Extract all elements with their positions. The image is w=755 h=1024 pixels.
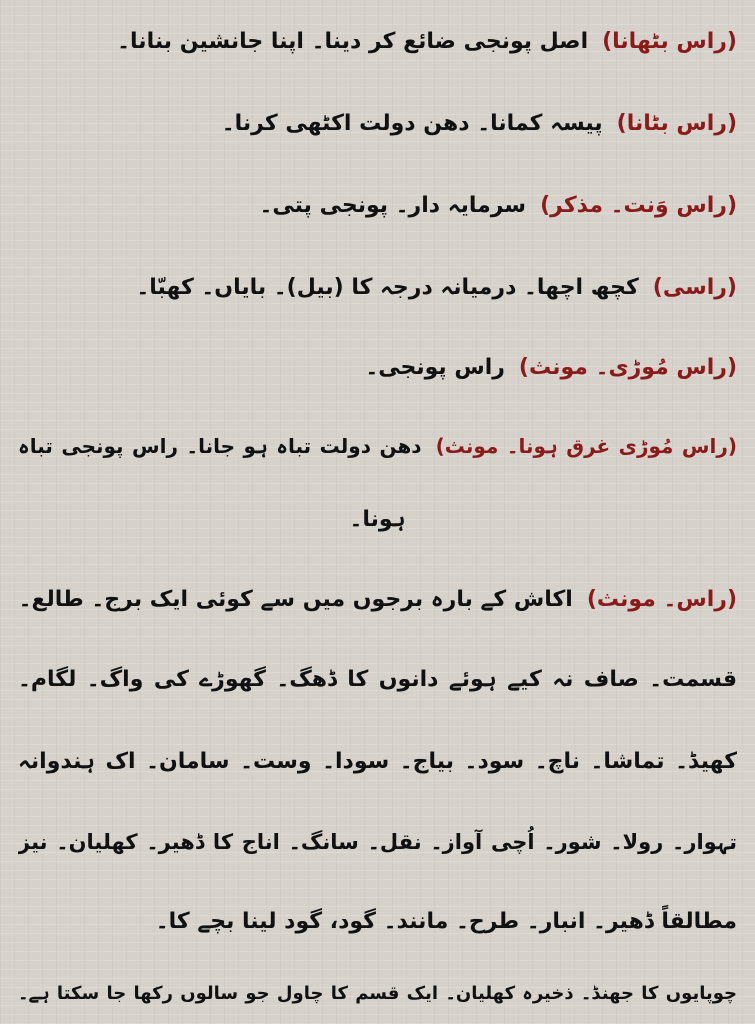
entry-headword: (راس مُوڑی۔ مونث) [518, 355, 737, 380]
entry-headword: (راس بٹھانا) [602, 29, 737, 54]
entry-continuation-line [18, 736, 737, 788]
entry-line [18, 342, 737, 394]
entry-line [18, 262, 737, 314]
entry-definition: اصل پونجی ضائع کر دینا۔ اپنا جانشین بنانا۔ [117, 29, 589, 54]
entry-continuation-line [18, 896, 737, 948]
entry-line [18, 16, 737, 68]
entry-definition: اکاش کے بارہ برجوں میں سے کوئی ایک برج۔ طالع۔ [18, 587, 573, 612]
entry-continuation-line [18, 968, 737, 1020]
entry-definition: کچھ اچھا۔ درمیانہ درجہ کا (بیل)۔ بایاں۔ کھبّا۔ [136, 275, 639, 300]
entry-definition: ہونا۔ [349, 507, 406, 532]
entry-definition: سرمایہ دار۔ پونجی پتی۔ [259, 193, 527, 218]
entry-definition: راس پونجی۔ [365, 355, 505, 380]
entry-definition: چوپایوں کا جھنڈ۔ ذخیرہ کھلیان۔ ایک قسم کا چاول جو سالوں رکھا جا سکتا ہے۔ [18, 983, 737, 1004]
entry-definition: قسمت۔ صاف نہ کیے ہوئے دانوں کا ڈھگ۔ گھوڑے کی واگ۔ لگام۔ [18, 667, 737, 692]
entry-definition: پیسہ کمانا۔ دھن دولت اکٹھی کرنا۔ [221, 111, 603, 136]
entry-headword: (راس۔ مونث) [586, 587, 737, 612]
entry-definition: مطالقاً ڈھیر۔ انبار۔ طرح۔ مانند۔ گود، گود لینا بچے کا۔ [155, 909, 737, 934]
entry-continuation-line [18, 816, 737, 868]
entry-headword: (راس بٹانا) [616, 111, 737, 136]
entry-definition: کھیڈ۔ تماشا۔ ناچ۔ سود۔ بیاج۔ سودا۔ وست۔ سامان۔ اک ہندوانہ [18, 749, 737, 774]
entry-headword: (راس مُوڑی غرق ہونا۔ مونث) [435, 434, 737, 458]
entry-headword: (راسی) [652, 275, 737, 300]
entry-continuation-line [18, 494, 737, 546]
entry-headword: (راس وَنت۔ مذکر) [540, 193, 737, 218]
entry-continuation-line [18, 654, 737, 706]
entry-definition: دھن دولت تباہ ہو جانا۔ راس پونجی تباہ [18, 434, 422, 458]
entry-line [18, 180, 737, 232]
entry-line [18, 420, 737, 472]
entry-definition: تہوار۔ رولا۔ شور۔ اُچی آواز۔ نقل۔ سانگ۔ اناج کا ڈھیر۔ کھلیان۔ نیز [18, 830, 737, 854]
entry-line [18, 574, 737, 626]
entry-line [18, 98, 737, 150]
